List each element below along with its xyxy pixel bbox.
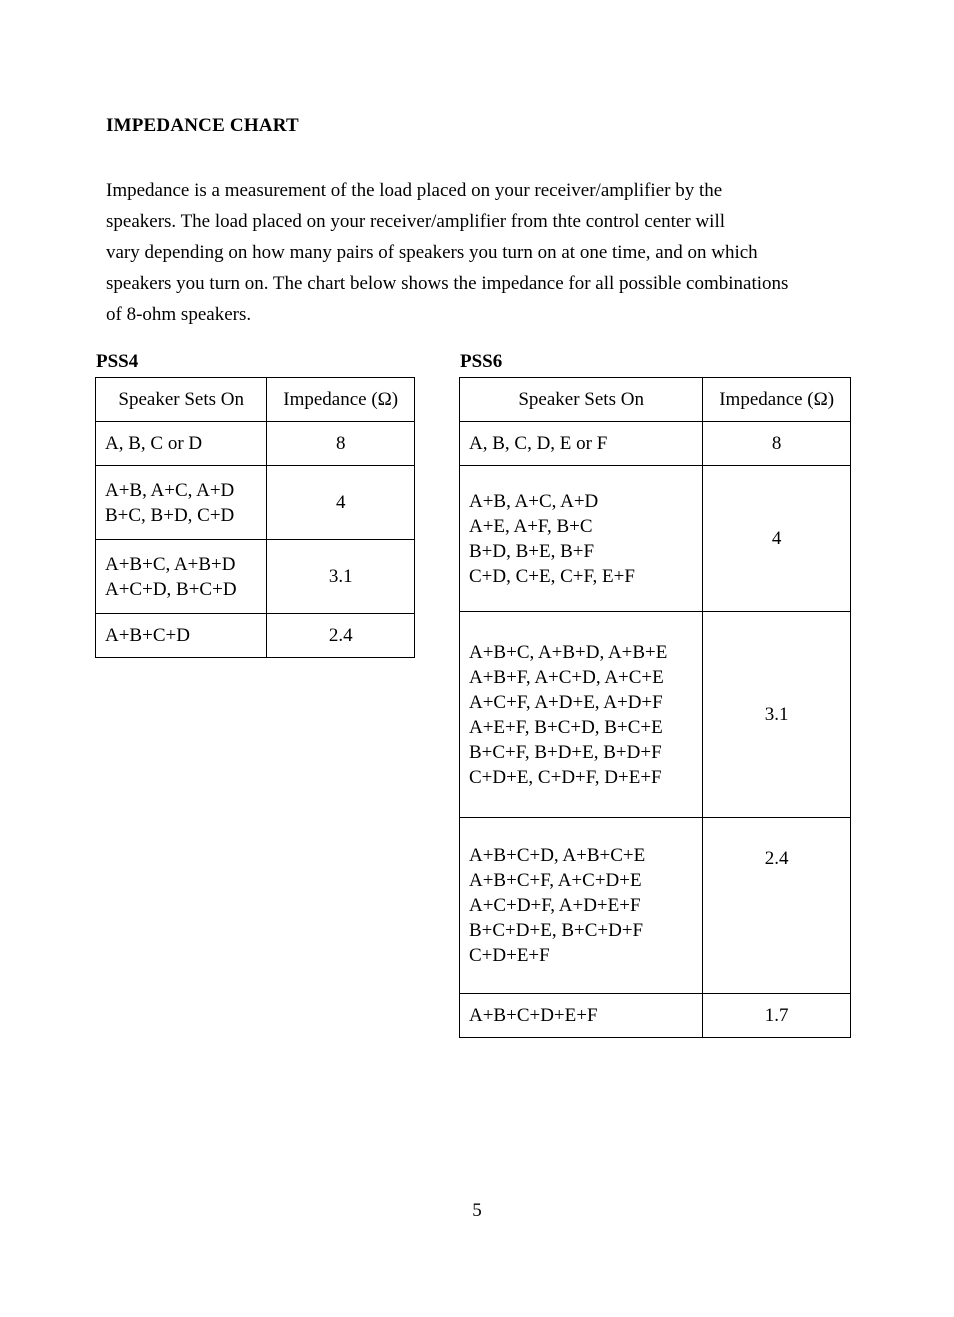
pss4-table-label: PSS4 [96, 351, 139, 372]
speaker-combinations-cell [460, 994, 703, 1038]
impedance-cell: 1.7 [703, 994, 851, 1038]
pss6-impedance-table [459, 377, 851, 1038]
intro-line: speakers. The load placed on your receiver/amplifier from thte control center will [106, 211, 726, 232]
intro-line: Impedance is a measurement of the load placed on your receiver/amplifier by the [106, 180, 723, 201]
combination-line: A+B+C, A+B+D, A+B+E [469, 641, 668, 663]
impedance-cell: 3.1 [703, 612, 851, 818]
combination-line: A+B+C+D+E+F [469, 1005, 598, 1026]
combination-line: B+C+D+E, B+C+D+F [469, 920, 644, 941]
combination-line: A+C+F, A+D+E, A+D+F [469, 691, 663, 713]
combination-line: B+C+F, B+D+E, B+D+F [469, 741, 662, 763]
combination-line: A+B+C+D [105, 625, 190, 646]
impedance-cell: 8 [267, 422, 415, 466]
combination-line: C+D+E, C+D+F, D+E+F [469, 766, 662, 788]
combination-line: A+C+D+F, A+D+E+F [469, 895, 641, 916]
speaker-combinations-cell [460, 466, 703, 612]
speaker-combinations-cell [96, 466, 267, 540]
page-title: IMPEDANCE CHART [106, 115, 299, 136]
speaker-combinations-cell [460, 818, 703, 994]
impedance-cell: 3.1 [267, 540, 415, 614]
combination-line: A+B+C+F, A+C+D+E [469, 870, 642, 891]
table-row [96, 466, 415, 540]
column-header-impedance: Impedance (Ω) [703, 378, 851, 422]
impedance-cell: 4 [267, 466, 415, 540]
combination-line: A+C+D, B+C+D [105, 578, 237, 600]
intro-line: vary depending on how many pairs of speakers you turn on at one time, and on which [106, 242, 758, 263]
table-row [460, 994, 851, 1038]
column-header-impedance: Impedance (Ω) [267, 378, 415, 422]
combination-line: C+D+E+F [469, 945, 550, 966]
pss4-impedance-table [95, 377, 415, 658]
speaker-combinations-cell [96, 422, 267, 466]
table-row [96, 614, 415, 658]
table-header-row [460, 378, 851, 422]
table-row [460, 422, 851, 466]
speaker-combinations-cell [96, 540, 267, 614]
table-row [460, 466, 851, 612]
impedance-cell: 4 [703, 466, 851, 612]
combination-line: B+C, B+D, C+D [105, 504, 235, 526]
speaker-combinations-cell [96, 614, 267, 658]
combination-line: A+E, A+F, B+C [469, 515, 593, 537]
column-header-speaker-sets: Speaker Sets On [460, 378, 703, 422]
pss6-table-label: PSS6 [460, 351, 503, 372]
combination-line: A, B, C, D, E or F [469, 433, 608, 454]
combination-line: A+B+C+D, A+B+C+E [469, 845, 646, 866]
speaker-combinations-cell [460, 612, 703, 818]
intro-line: speakers you turn on. The chart below shows the impedance for all possible combinations [106, 273, 789, 294]
combination-line: A+B+C, A+B+D [105, 553, 236, 575]
table-row [96, 540, 415, 614]
combination-line: A+B, A+C, A+D [469, 490, 599, 512]
combination-line: A+B, A+C, A+D [105, 479, 235, 501]
intro-line: of 8-ohm speakers. [106, 304, 252, 325]
column-header-speaker-sets: Speaker Sets On [96, 378, 267, 422]
combination-line: C+D, C+E, C+F, E+F [469, 565, 635, 587]
table-row [96, 422, 415, 466]
table-header-row [96, 378, 415, 422]
combination-line: B+D, B+E, B+F [469, 540, 595, 562]
intro-paragraph [106, 175, 866, 330]
page-number: 5 [472, 1200, 482, 1221]
impedance-cell: 8 [703, 422, 851, 466]
speaker-combinations-cell [460, 422, 703, 466]
table-row [460, 612, 851, 818]
table-row [460, 818, 851, 994]
impedance-cell: 2.4 [703, 818, 851, 994]
combination-line: A+B+F, A+C+D, A+C+E [469, 666, 664, 688]
combination-line: A+E+F, B+C+D, B+C+E [469, 716, 663, 738]
impedance-cell: 2.4 [267, 614, 415, 658]
combination-line: A, B, C or D [105, 433, 203, 454]
